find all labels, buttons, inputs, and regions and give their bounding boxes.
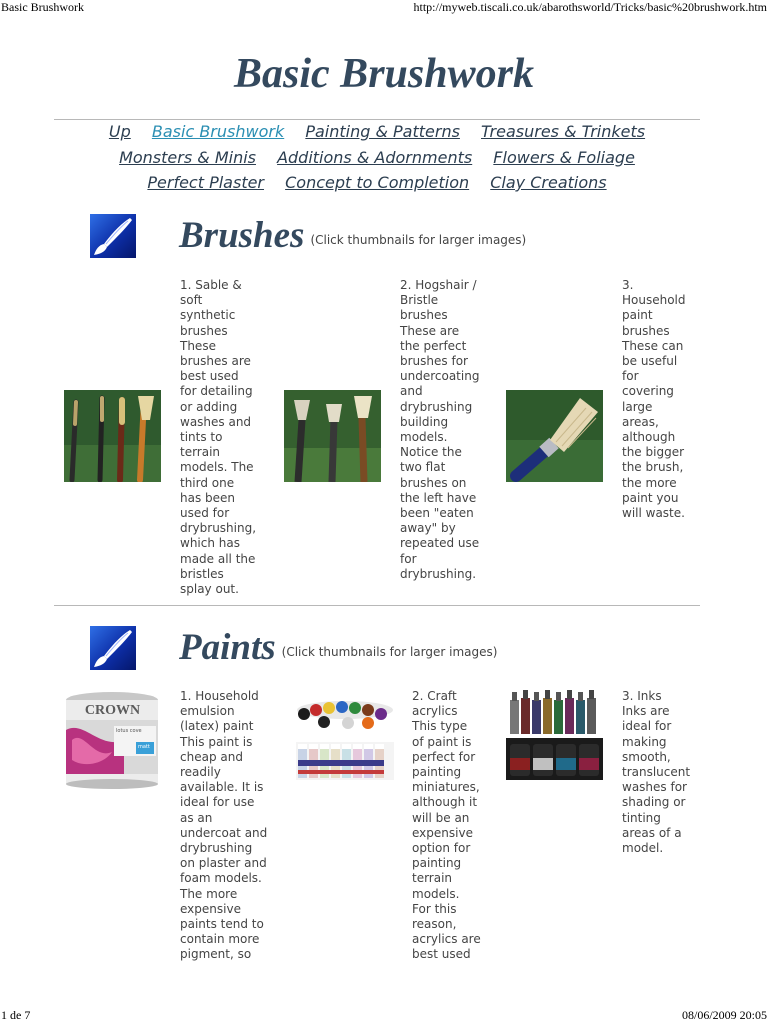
paintbrush-icon [90,626,136,670]
section-heading-brushes [179,214,526,257]
nav-link-painting-patterns[interactable]: Painting & Patterns [305,122,460,141]
paint-tin-color-name: lotus cove [116,728,142,734]
thumbnail-household-brush[interactable] [506,390,603,482]
thumbnail-hint: (Click thumbnails for larger images) [281,645,498,659]
section-title-brushes: Brushes [179,215,305,256]
print-datetime: 08/06/2009 20:05 [681,1008,767,1022]
thumbnail-emulsion-paint[interactable] [64,690,161,790]
nav-row-3 [54,170,700,196]
nav-link-perfect-plaster[interactable]: Perfect Plaster [147,173,265,192]
thumbnail-inks[interactable] [506,688,603,780]
paint-item-craft-acrylics: 2. Craft acrylics This type of paint is perfect for painting miniatures, although it will be an expensive option for painting terrain models. For this reason, acrylics are best used [412,689,481,962]
page-number: 1 de 7 [1,1008,31,1022]
nav-link-flowers-foliage[interactable]: Flowers & Foliage [493,147,635,167]
brush-item-hogshair: 2. Hogshair / Bristle brushes These are the perfect brushes for undercoating and drybrushing building models. Notice the two flat brushes on the left have been "eaten away" by repeated use for drybrushing. [400,278,480,581]
brush-item-household: 3. Household paint brushes These can be useful for covering large areas, although the bigger the brush, the more paint you will waste. [622,278,686,521]
paintbrush-icon [90,214,136,258]
print-header-url: http://myweb.tiscali.co.uk/abarothsworld/Tricks/basic%20brushwork.htm [413,0,767,14]
print-header-title: Basic Brushwork [1,0,84,14]
print-header [0,0,768,14]
brush-item-sable: 1. Sable & soft synthetic brushes These brushes are best used for detailing or adding washes and tints to terrain models. The third one has been used for drybrushing, which has made all the bristles splay out. [180,278,257,597]
section-title-paints: Paints [179,627,276,668]
nav-link-treasures-trinkets[interactable]: Treasures & Trinkets [481,122,646,141]
page-title: Basic Brushwork [234,51,534,97]
print-footer [0,1008,768,1022]
nav-link-concept-completion[interactable]: Concept to Completion [285,173,470,192]
nav-link-additions-adornments[interactable]: Additions & Adornments [277,147,473,167]
section-heading-paints [179,626,497,669]
nav-row-1 [54,119,700,145]
thumbnail-hogshair-brushes[interactable] [284,390,381,482]
nav-link-clay-creations[interactable]: Clay Creations [490,173,607,192]
nav-row-2 [54,145,700,171]
paint-item-emulsion: 1. Household emulsion (latex) paint This paint is cheap and readily available. It is ideal for use as an undercoat and drybrushing on plaster and foam models. The more expensive paints tend to contain more pigment, so [180,689,268,962]
nav-link-basic-brushwork[interactable]: Basic Brushwork [151,122,285,141]
site-nav [54,119,700,196]
nav-link-monsters-minis[interactable]: Monsters & Minis [119,147,256,167]
nav-link-up[interactable]: Up [108,122,131,141]
paint-item-inks: 3. Inks Inks are ideal for making smooth, translucent washes for shading or tinting areas of a model. [622,689,691,856]
paint-tin-brand: CROWN [84,703,141,718]
paint-tin-finish: matt [138,744,150,750]
thumbnail-acrylic-bottles[interactable] [296,742,394,780]
thumbnail-sable-brushes[interactable] [64,390,161,482]
thumbnail-acrylic-pots[interactable] [296,698,394,732]
thumbnail-hint: (Click thumbnails for larger images) [310,233,527,247]
section-divider [54,605,700,606]
